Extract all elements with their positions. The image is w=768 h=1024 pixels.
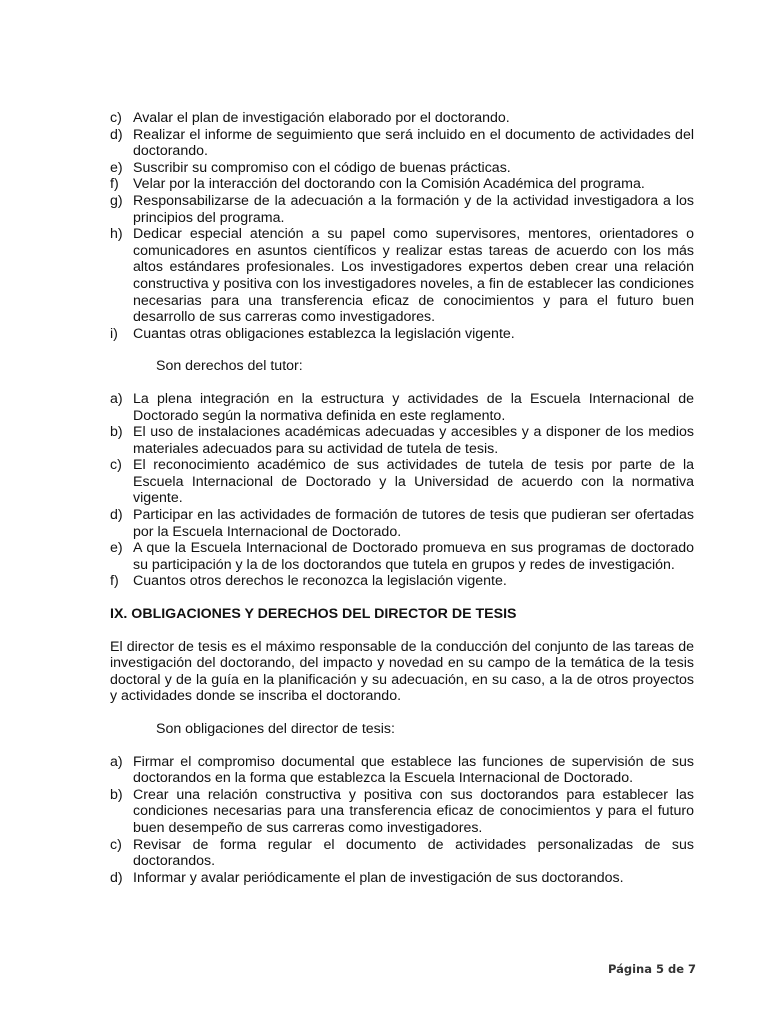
- list-item-text: El uso de instalaciones académicas adecuadas y accesibles y a disponer de los medios materiales adecuados para su actividad de tutela de tesis.: [133, 424, 694, 457]
- section-paragraph: El director de tesis es el máximo responsable de la conducción del conjunto de las tareas de investigación del doctorando, del impacto y novedad en su campo de la temática de la tesis doctoral y de la guía en la planificación y su adecuación, en su caso, a la de otros proyectos y actividades donde se inscriba el doctorando.: [110, 638, 694, 705]
- list-marker: d): [110, 869, 123, 886]
- list-item: [110, 110, 694, 127]
- document-page: [110, 110, 694, 886]
- list-item: [110, 391, 694, 424]
- list-marker: i): [110, 325, 118, 342]
- list-item: [110, 870, 694, 887]
- list-item: [110, 573, 694, 590]
- list-marker: a): [110, 753, 123, 770]
- list-item-text: Firmar el compromiso documental que establece las funciones de supervisión de sus doctorandos en la forma que establezca la Escuela Internacional de Doctorado.: [133, 753, 694, 787]
- director-obligations-intro: Son obligaciones del director de tesis:: [156, 721, 395, 737]
- list-item-text: Avalar el plan de investigación elaborado por el doctorando.: [133, 110, 510, 126]
- list-item: [110, 326, 694, 343]
- list-marker: c): [110, 836, 122, 853]
- list-marker: a): [110, 390, 123, 407]
- list-marker: f): [110, 573, 119, 590]
- list-marker: b): [110, 424, 123, 441]
- list-marker: e): [110, 159, 123, 176]
- list-marker: c): [110, 110, 122, 126]
- list-item: [110, 754, 694, 787]
- list-item-text: Revisar de forma regular el documento de actividades personalizadas de sus doctorandos.: [133, 836, 694, 870]
- list-marker: g): [110, 192, 123, 209]
- section-heading: IX. OBLIGACIONES Y DERECHOS DEL DIRECTOR DE TESIS: [110, 606, 517, 623]
- list-item-text: Velar por la interacción del doctorando con la Comisión Académica del programa.: [133, 176, 645, 193]
- list-item: [110, 424, 694, 457]
- list-marker: f): [110, 176, 119, 193]
- list-item: [110, 540, 694, 573]
- tutor-rights-intro: Son derechos del tutor:: [156, 358, 303, 375]
- list-item: [110, 787, 694, 837]
- list-marker: c): [110, 457, 122, 474]
- list-item-text: El reconocimiento académico de sus actividades de tutela de tesis por parte de la Escuela Internacional de Doctorado y la Universidad de acuerdo con la normativa vigente.: [133, 457, 694, 507]
- list-item: [110, 837, 694, 870]
- list-item: [110, 127, 694, 160]
- list-item-text: Realizar el informe de seguimiento que será incluido en el documento de actividades del doctorando.: [133, 126, 694, 160]
- list-marker: d): [110, 507, 123, 524]
- list-item-text: Dedicar especial atención a su papel como supervisores, mentores, orientadores o comunicadores en asuntos científicos y realizar estas tareas de acuerdo con los más altos estándares profesionales. Los investigadores expertos deben crear una relación constructiva y positiva con los investigadores noveles, a fin de establecer las condiciones necesarias para una transferencia eficaz de conocimientos y para el futuro buen desarrollo de sus carreras como investigadores.: [133, 226, 694, 326]
- tutor-rights-list: [110, 391, 694, 590]
- list-item: [110, 507, 694, 540]
- list-marker: b): [110, 786, 123, 803]
- list-item-text: Cuantos otros derechos le reconozca la legislación vigente.: [133, 573, 507, 590]
- list-item: [110, 457, 694, 507]
- list-item: [110, 176, 694, 193]
- list-item: [110, 193, 694, 226]
- list-item: [110, 160, 694, 177]
- list-item-text: Responsabilizarse de la adecuación a la formación y de la actividad investigadora a los principios del programa.: [133, 192, 694, 226]
- director-obligations-list: [110, 754, 694, 887]
- list-item-text: Participar en las actividades de formación de tutores de tesis que pudieran ser ofertadas por la Escuela Internacional de Doctorado.: [133, 507, 694, 540]
- list-item-text: Crear una relación constructiva y positiva con sus doctorandos para establecer las condiciones necesarias para una transferencia eficaz de conocimientos y para el futuro buen desempeño de sus carreras como investigadores.: [133, 786, 694, 836]
- tutor-obligations-list: [110, 110, 694, 342]
- list-item-text: A que la Escuela Internacional de Doctorado promueva en sus programas de doctorado su participación y la de los doctorandos que tutela en grupos y redes de investigación.: [133, 540, 694, 573]
- list-marker: d): [110, 126, 123, 143]
- list-item: [110, 226, 694, 326]
- list-marker: h): [110, 226, 123, 243]
- page-number: Página 5 de 7: [607, 962, 696, 976]
- list-item-text: Suscribir su compromiso con el código de buenas prácticas.: [133, 159, 511, 176]
- list-item-text: Cuantas otras obligaciones establezca la legislación vigente.: [133, 325, 515, 342]
- list-item-text: La plena integración en la estructura y actividades de la Escuela Internacional de Doctorado según la normativa definida en este reglamento.: [133, 390, 694, 424]
- list-marker: e): [110, 540, 123, 557]
- list-item-text: Informar y avalar periódicamente el plan de investigación de sus doctorandos.: [133, 869, 624, 886]
